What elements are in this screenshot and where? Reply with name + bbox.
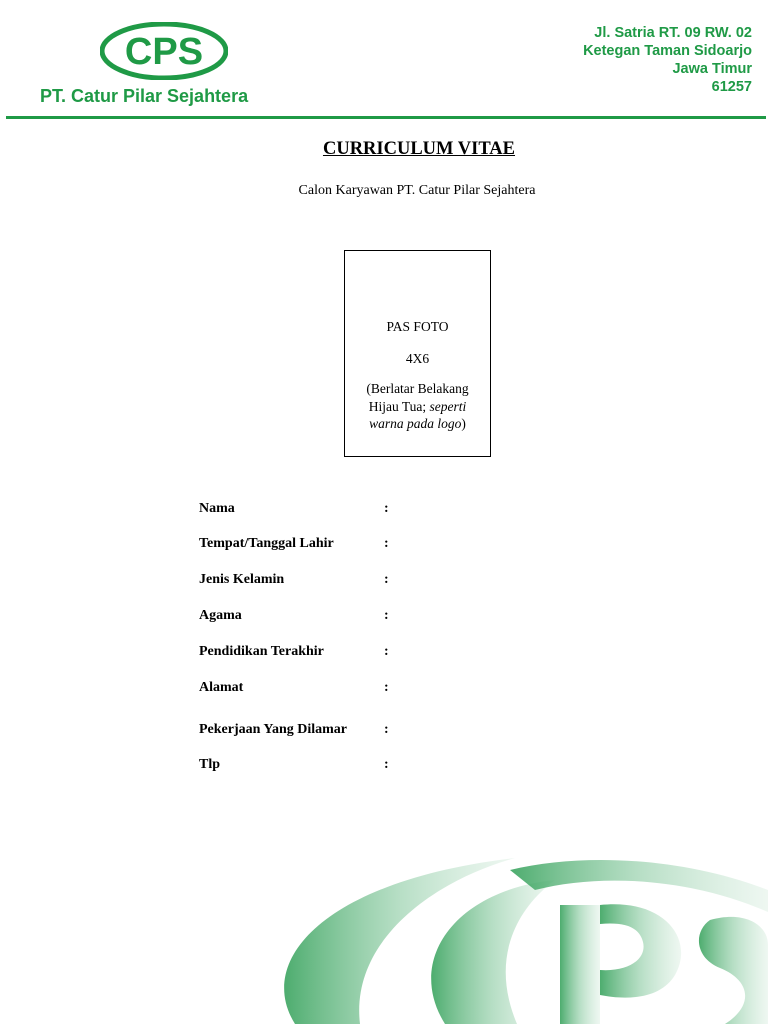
field-colon: : [384, 644, 389, 659]
address-line: Ketegan Taman Sidoarjo [583, 43, 752, 59]
address-line: Jl. Satria RT. 09 RW. 02 [594, 25, 752, 41]
field-colon: : [384, 572, 389, 587]
cps-logo-watermark [255, 850, 768, 1024]
field-label-nama: Nama [199, 501, 235, 516]
letterhead [0, 0, 768, 122]
document-subtitle: Calon Karyawan PT. Catur Pilar Sejahtera [298, 183, 536, 198]
field-label-jenis-kelamin: Jenis Kelamin [199, 572, 285, 587]
field-colon: : [384, 536, 389, 551]
field-colon: : [384, 757, 389, 772]
photo-label: PAS FOTO [386, 319, 449, 334]
photo-size: 4X6 [405, 351, 430, 366]
company-name: PT. Catur Pilar Sejahtera [40, 86, 249, 106]
field-label-agama: Agama [199, 608, 242, 623]
photo-note-close: ) [461, 416, 466, 431]
document-title: CURRICULUM VITAE [322, 139, 516, 159]
address-line: 61257 [711, 79, 752, 95]
company-address [583, 24, 752, 96]
field-label-tempat-tanggal-lahir: Tempat/Tanggal Lahir [199, 536, 334, 551]
field-label-pekerjaan-yang-dilamar: Pekerjaan Yang Dilamar [199, 722, 348, 737]
photo-note-italic: seperti warna pada logo [369, 398, 467, 431]
field-colon: : [384, 501, 389, 516]
photo-placeholder-box [344, 250, 491, 457]
address-line: Jawa Timur [672, 61, 752, 77]
field-colon: : [384, 722, 389, 737]
field-colon: : [384, 680, 389, 695]
field-label-tlp: Tlp [199, 757, 221, 772]
header-divider [6, 116, 766, 119]
logo-text: CPS [124, 31, 204, 73]
photo-note-text: (Berlatar Belakang Hijau Tua; [366, 381, 469, 414]
field-colon: : [384, 608, 389, 623]
field-label-alamat: Alamat [199, 680, 244, 695]
photo-note [353, 380, 482, 433]
field-label-pendidikan-terakhir: Pendidikan Terakhir [199, 644, 324, 659]
cps-logo [100, 22, 228, 80]
